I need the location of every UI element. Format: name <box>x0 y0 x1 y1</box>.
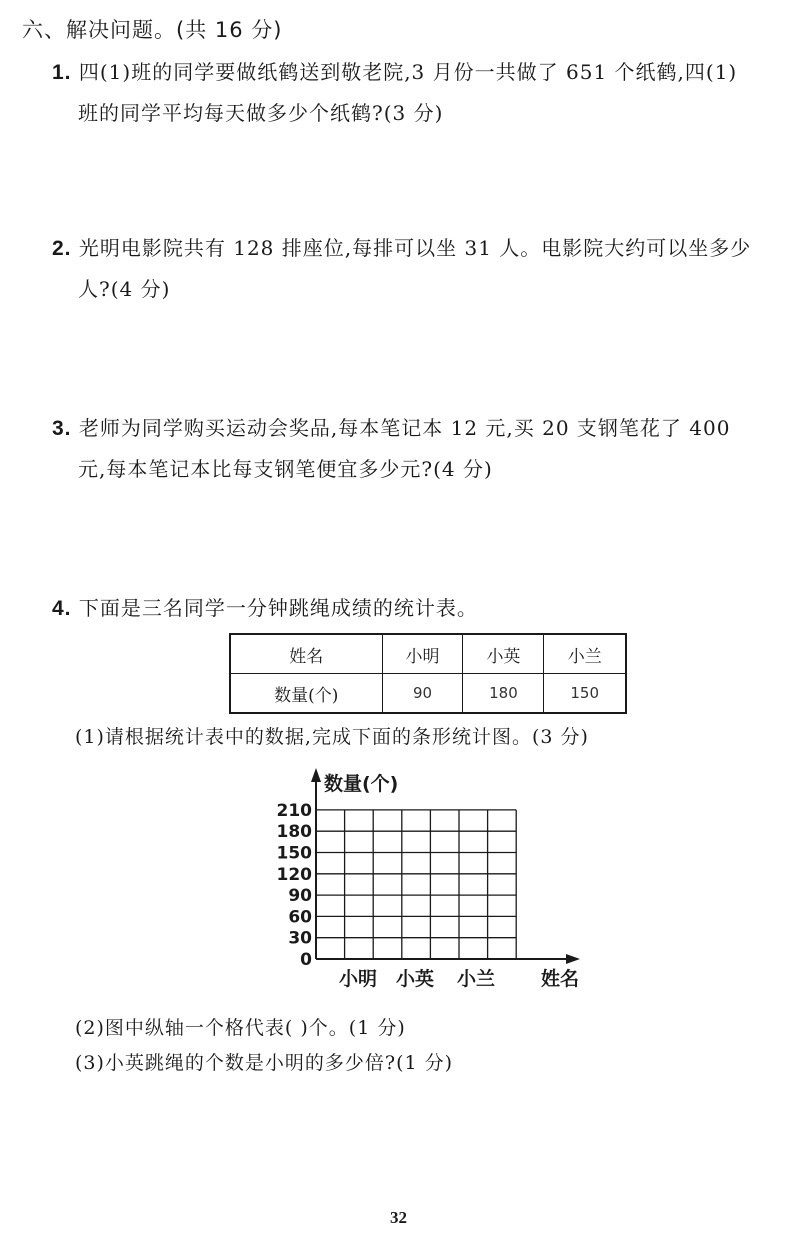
question-number: 3. <box>52 417 72 440</box>
y-axis-arrow <box>311 768 321 782</box>
table-header-cell: 小兰 <box>544 634 626 674</box>
question-number: 2. <box>52 237 72 260</box>
x-axis-label: 姓名 <box>540 968 580 990</box>
question-number: 1. <box>52 61 72 84</box>
question-text-line2: 人?(4 分) <box>78 277 171 301</box>
question-4 <box>52 588 777 629</box>
x-axis-arrow <box>566 954 580 964</box>
y-axis-label: 数量(个) <box>324 773 399 795</box>
question-number: 4. <box>52 597 72 620</box>
y-tick-label: 90 <box>288 886 312 907</box>
table-cell: 90 <box>382 674 463 714</box>
page-number: 32 <box>390 1208 407 1227</box>
question-text: 光明电影院共有 128 排座位,每排可以坐 31 人。电影院大约可以坐多少 <box>78 236 752 260</box>
question-text-line2: 元,每本笔记本比每支钢笔便宜多少元?(4 分) <box>78 457 493 481</box>
question-text: 老师为同学购买运动会奖品,每本笔记本 12 元,买 20 支钢笔花了 400 <box>78 416 731 440</box>
y-tick-label: 120 <box>276 864 312 885</box>
question-3 <box>52 408 777 489</box>
x-category-label: 小英 <box>395 968 435 990</box>
statistics-table <box>229 633 627 714</box>
question-1 <box>52 52 777 133</box>
table-header-cell: 小明 <box>382 634 463 674</box>
question-text-line2: 班的同学平均每天做多少个纸鹤?(3 分) <box>78 101 444 125</box>
y-tick-label: 180 <box>276 822 312 843</box>
table-header-cell: 姓名 <box>230 634 382 674</box>
table-cell: 180 <box>463 674 544 714</box>
x-category-label: 小明 <box>338 968 378 990</box>
bar-chart-grid <box>0 760 800 1010</box>
table-header-cell: 小英 <box>463 634 544 674</box>
y-tick-label: 210 <box>276 800 312 821</box>
question-text: 四(1)班的同学要做纸鹤送到敬老院,3 月份一共做了 651 个纸鹤,四(1) <box>78 60 738 84</box>
sub-question-3: (3)小英跳绳的个数是小明的多少倍?(1 分) <box>75 1052 454 1074</box>
sub-question-1: (1)请根据统计表中的数据,完成下面的条形统计图。(3 分) <box>75 726 589 748</box>
sub-question-2: (2)图中纵轴一个格代表( )个。(1 分) <box>75 1017 406 1039</box>
x-category-label: 小兰 <box>456 968 496 990</box>
y-tick-label: 0 <box>300 950 312 970</box>
y-tick-label: 150 <box>276 843 312 864</box>
table-row-label: 数量(个) <box>230 674 382 714</box>
y-tick-label: 60 <box>288 907 312 928</box>
table-header-row <box>230 634 626 674</box>
y-tick-label: 30 <box>288 928 312 949</box>
question-2 <box>52 228 777 309</box>
section-title: 六、解决问题。(共 16 分) <box>22 18 283 42</box>
question-text: 下面是三名同学一分钟跳绳成绩的统计表。 <box>78 596 478 620</box>
table-row <box>230 674 626 714</box>
table-cell: 150 <box>544 674 626 714</box>
